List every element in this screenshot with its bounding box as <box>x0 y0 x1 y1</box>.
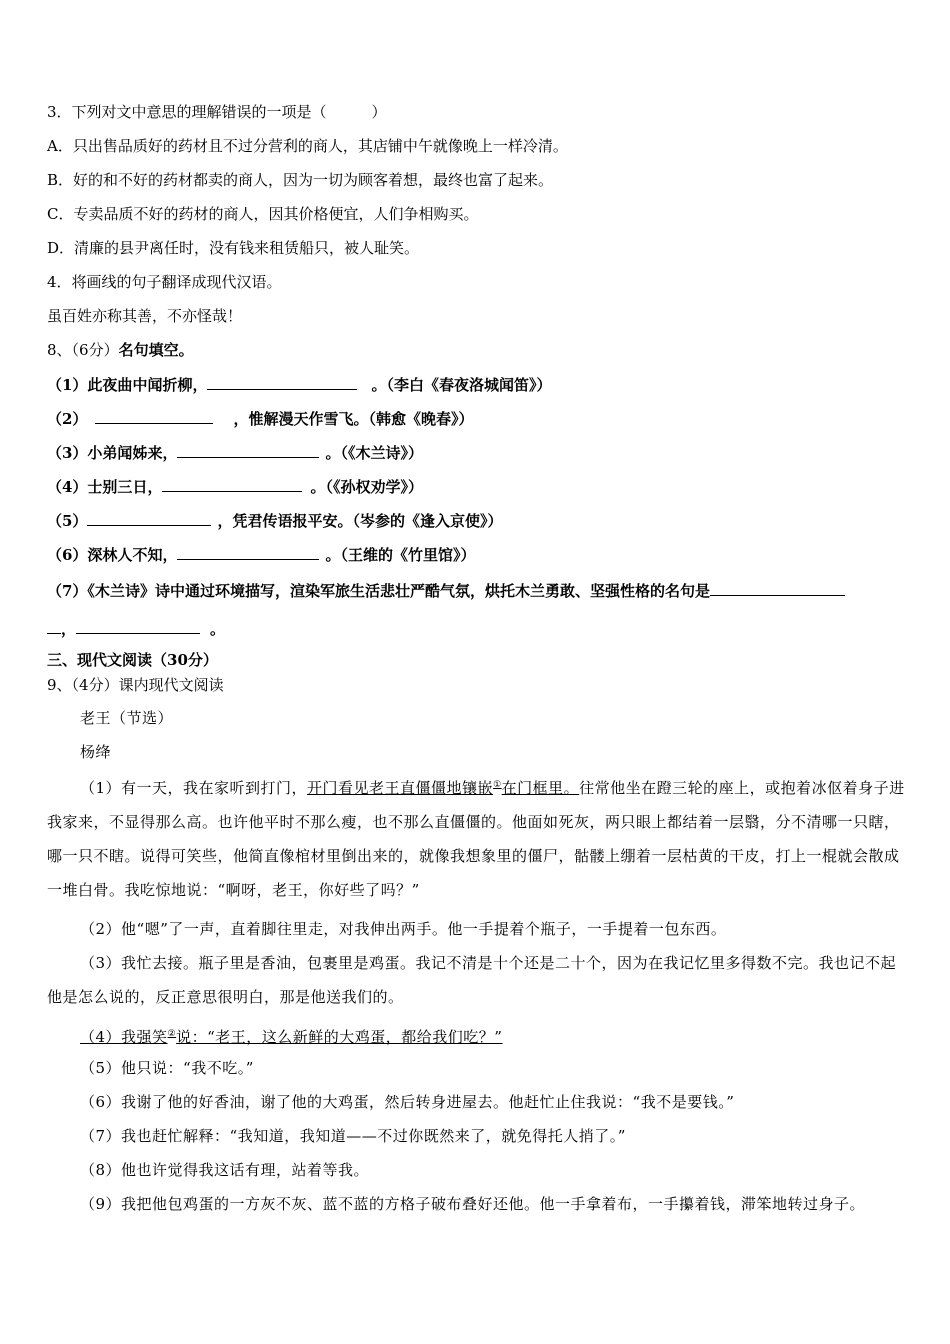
q3-option-a: A．只出售品质好的药材且不过分营利的商人，其店铺中午就像晚上一样冷清。 <box>47 137 568 155</box>
q8-item-7-line2 <box>47 618 225 639</box>
passage-paragraph-4 <box>80 1024 502 1047</box>
answer-blank[interactable] <box>95 408 213 424</box>
passage-paragraph-2: （2）他“嗯”了一声，直着脚往里走，对我伸出两手。他一手提着个瓶子，一手提着一包东西。 <box>80 920 727 938</box>
answer-blank[interactable] <box>47 618 61 634</box>
q8-item-6 <box>47 544 475 565</box>
section3-title: 三、现代文阅读（30分） <box>47 651 218 669</box>
footnote-marker-1: ① <box>493 780 502 790</box>
passage-paragraph-6: （6）我谢了他的好香油，谢了他的大鸡蛋，然后转身进屋去。他赶忙止住我说：“我不是要钱。” <box>80 1093 735 1111</box>
q9-number: 9、（4分） <box>47 676 119 694</box>
answer-blank[interactable] <box>87 510 211 526</box>
q8-item-6-post: 。（王维的《竹里馆》） <box>325 546 476 564</box>
q8-item-7-line1 <box>47 580 845 601</box>
q8-item-2-pre: （2） <box>47 410 88 428</box>
q3-option-d: D．清廉的县尹离任时，没有钱来租赁船只，被人耻笑。 <box>47 239 420 257</box>
q8-item-2-post: ，惟解漫天作雪飞。（韩愈《晚春》） <box>233 410 474 428</box>
p1-rest: 往常他坐在蹬三轮的座上，或抱着冰伛着身子进我家来，不显得那么高。也许他平时不那么瘦，也不那么直僵僵的。他面如死灰，两只眼上都结着一层翳，分不清哪一只瞎，哪一只不瞎。说得可笑些，他简直像棺材里倒出来的，就像我想象里的僵尸，骷髅上绷着一层枯黄的干皮，打上一棍就会散成一堆白骨。我吃惊地说：“啊呀，老王，你好些了吗？” <box>47 779 905 899</box>
q9-stem <box>47 675 224 695</box>
p1-underlined-2: 在门框里。 <box>501 779 580 797</box>
q8-item-5-pre: （5） <box>47 512 88 530</box>
p1-underlined-1: 开门看见老王直僵僵地镶嵌 <box>307 779 494 797</box>
p4-underlined-b: 说：“老王，这么新鲜的大鸡蛋，都给我们吃？” <box>176 1028 503 1046</box>
passage-paragraph-5: （5）他只说：“我不吃。” <box>80 1059 254 1077</box>
answer-blank[interactable] <box>76 618 200 634</box>
q8-item-4 <box>47 476 423 497</box>
q8-item-3-pre: （3）小弟闻姊来， <box>47 444 178 462</box>
q3-stem: 3．下列对文中意思的理解错误的一项是（ ） <box>47 103 387 121</box>
passage-paragraph-9: （9）我把他包鸡蛋的一方灰不灰、蓝不蓝的方格子破布叠好还他。他一手拿着布，一手攥着钱，滞笨地转过身子。 <box>80 1195 866 1213</box>
q8-item-2 <box>47 408 473 429</box>
passage-paragraph-8: （8）他也许觉得我这话有理，站着等我。 <box>80 1161 370 1179</box>
footnote-marker-2: ② <box>167 1029 177 1039</box>
passage-paragraph-7: （7）我也赶忙解释：“我知道，我知道——不过你既然来了，就免得托人捎了。” <box>80 1127 626 1145</box>
q8-item-1 <box>47 374 551 395</box>
q8-item-3 <box>47 442 423 463</box>
answer-blank[interactable] <box>207 374 357 390</box>
passage-paragraph-3: （3）我忙去接。瓶子里是香油，包裹里是鸡蛋。我记不清是十个还是二十个，因为在我记忆里多得数不完。我也记不起他是怎么说的，反正意思很明白，那是他送我们的。 <box>47 954 897 1006</box>
q8-item-7-end: 。 <box>210 620 226 638</box>
q8-item-1-post: 。（李白《春夜洛城闻笛》） <box>371 376 552 394</box>
q4-stem: 4．将画线的句子翻译成现代汉语。 <box>47 273 282 291</box>
q8-title: 名句填空。 <box>118 341 194 359</box>
q8-item-5 <box>47 510 502 531</box>
q9-title: 课内现代文阅读 <box>118 676 224 694</box>
q8-item-6-pre: （6）深林人不知， <box>47 546 178 564</box>
p1-pre: （1）有一天，我在家听到打门， <box>80 779 308 797</box>
answer-blank[interactable] <box>710 580 845 596</box>
q8-item-7-comma: ， <box>61 620 77 638</box>
q8-item-4-pre: （4）士别三日， <box>47 478 163 496</box>
q8-item-1-pre: （1）此夜曲中闻折柳， <box>47 376 208 394</box>
q8-item-7-text: （7）《木兰诗》诗中通过环境描写，渲染军旅生活悲壮严酷气氛，烘托木兰勇敢、坚强性格的名句是 <box>47 582 710 600</box>
answer-blank[interactable] <box>177 442 319 458</box>
q8-stem <box>47 340 194 360</box>
q8-item-4-post: 。（《孙权劝学》） <box>310 478 423 496</box>
q8-item-5-post: ，凭君传语报平安。（岑参的《逢入京使》） <box>217 512 503 530</box>
q4-sentence: 虽百姓亦称其善，不亦怪哉！ <box>47 307 243 325</box>
q3-option-c: C．专卖品质不好的药材的商人，因其价格便宜，人们争相购买。 <box>47 205 479 223</box>
answer-blank[interactable] <box>162 476 302 492</box>
q3-option-b: B．好的和不好的药材都卖的商人，因为一切为顾客着想，最终也富了起来。 <box>47 171 554 189</box>
answer-blank[interactable] <box>177 544 319 560</box>
q8-item-3-post: 。（《木兰诗》） <box>325 444 423 462</box>
p4-underlined-a: （4）我强笑 <box>80 1028 168 1046</box>
passage-paragraph-1 <box>47 768 907 907</box>
passage-author: 杨绛 <box>80 743 112 761</box>
passage-title: 老王（节选） <box>80 709 174 727</box>
q8-number: 8、（6分） <box>47 341 119 359</box>
